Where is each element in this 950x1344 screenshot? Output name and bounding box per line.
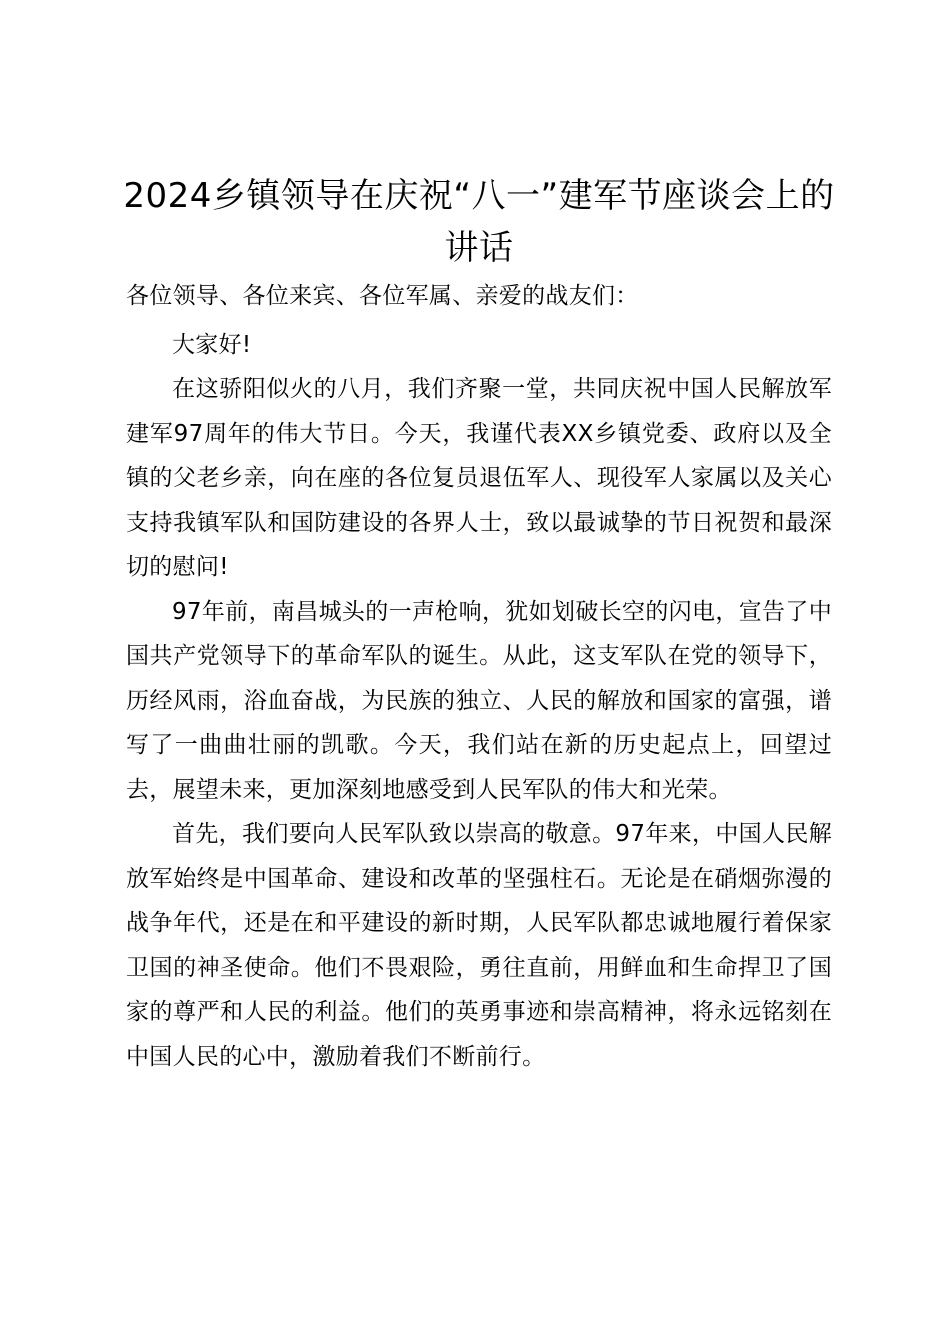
- greeting: 大家好!: [172, 331, 252, 358]
- paragraph-2: 97年前，南昌城头的一声枪响，犹如划破长空的闪电，宣告了中国共产党领导下的革命军队的诞生。从此，这支军队在党的领导下，历经风雨，浴血奋战，为民族的独立、人民的解放和国家的富强，谱写了一曲曲壮丽的凯歌。今天，我们站在新的历史起点上，回望过去，展望未来，更加深刻地感受到人民军队的伟大和光荣。: [126, 598, 832, 803]
- document-title: 2024乡镇领导在庆祝“八一”建军节座谈会上的讲话: [123, 176, 835, 268]
- salutation: 各位领导、各位来宾、各位军属、亲爱的战友们：: [126, 283, 639, 309]
- paragraph-3: 首先，我们要向人民军队致以崇高的敬意。97年来，中国人民解放军始终是中国革命、建设和改革的坚强柱石。无论是在硝烟弥漫的战争年代，还是在和平建设的新时期，人民军队都忠诚地履行着保家卫国的神圣使命。他们不畏艰险，勇往直前，用鲜血和生命捍卫了国家的尊严和人民的利益。他们的英勇事迹和崇高精神，将永远铭刻在中国人民的心中，激励着我们不断前行。: [126, 821, 832, 1070]
- document-page: [123, 170, 835, 1079]
- paragraph-1: 在这骄阳似火的八月，我们齐聚一堂，共同庆祝中国人民解放军建军97周年的伟大节日。今天，我谨代表XX乡镇党委、政府以及全镇的父老乡亲，向在座的各位复员退伍军人、现役军人家属以及关心支持我镇军队和国防建设的各界人士，致以最诚挚的节日祝贺和最深切的慰问!: [126, 376, 832, 580]
